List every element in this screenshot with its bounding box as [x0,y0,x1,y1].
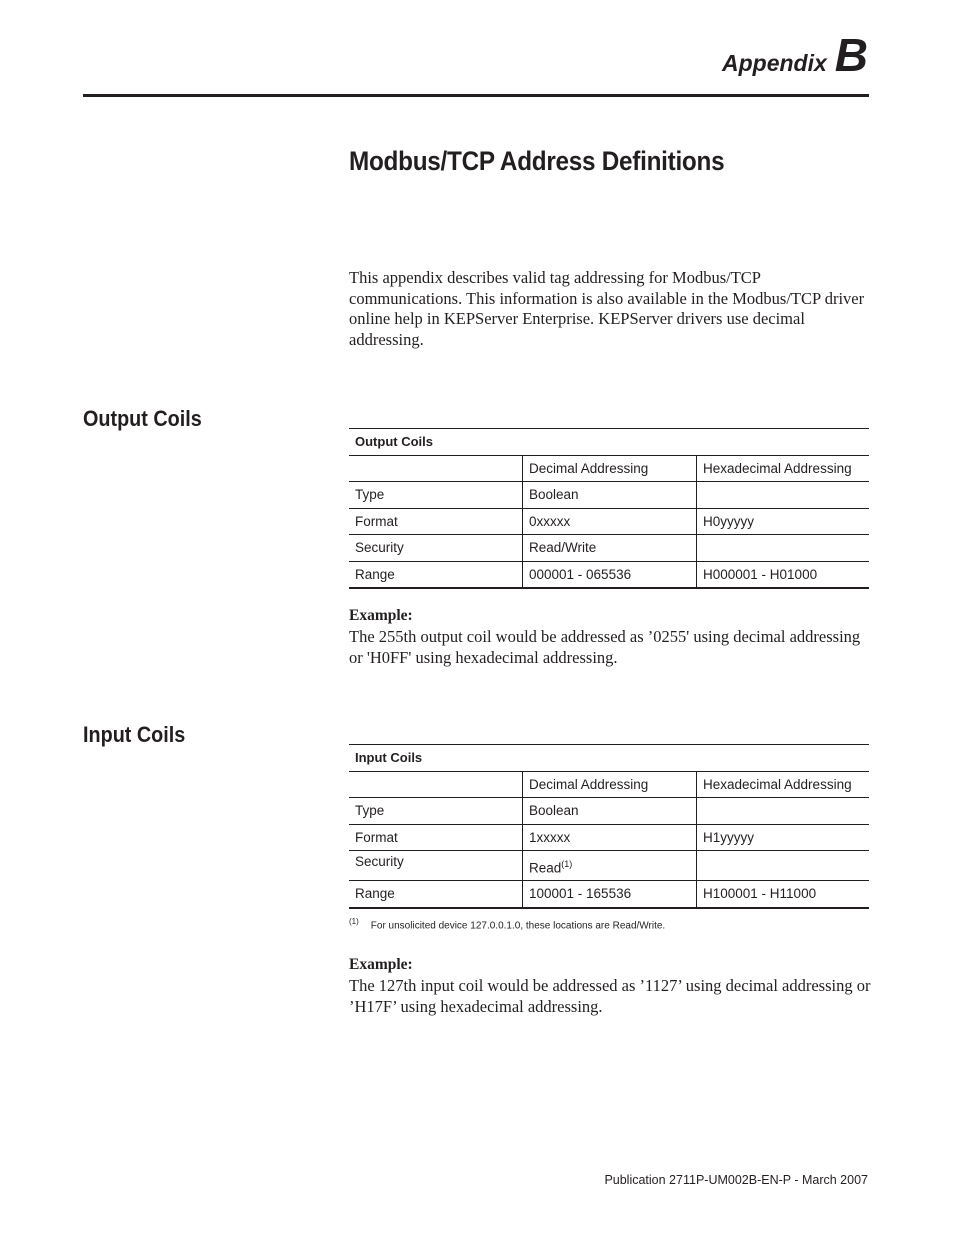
table-cell [697,798,870,825]
table-cell [697,535,870,562]
table-row [349,508,869,535]
table-cell: Type [349,482,523,509]
table-footnote [349,917,665,931]
table-cell [697,851,870,881]
table-cell: 100001 - 165536 [523,881,697,908]
table-header-cell: Decimal Addressing [523,771,697,798]
table-row [349,561,869,588]
table-cell: 1xxxxx [523,824,697,851]
table-row [349,824,869,851]
input-coils-table [349,744,869,909]
security-value: Read [529,860,562,876]
table-row [349,798,869,825]
header-rule [83,94,869,97]
table-header-cell [349,771,523,798]
appendix-letter: B [834,29,868,81]
table-caption: Output Coils [349,429,869,456]
output-coils-heading: Output Coils [83,406,202,431]
output-coils-table [349,428,869,589]
footnote-text: For unsolicited device 127.0.0.1.0, these locations are Read/Write. [370,920,666,932]
chapter-title: Modbus/TCP Address Definitions [349,146,725,176]
table-cell: Boolean [523,482,697,509]
table-cell: H100001 - H11000 [697,881,870,908]
table-cell: Range [349,561,523,588]
table-cell-security [523,851,697,881]
table-row [349,482,869,509]
table-row [349,881,869,908]
table-header-cell: Hexadecimal Addressing [697,455,870,482]
footnote-mark: (1) [349,917,359,926]
table-header-row [349,455,869,482]
output-example-text: The 255th output coil would be addressed as ’0255' using decimal addressing or 'H0FF' using hexadecimal addressing. [349,627,861,667]
input-coils-heading: Input Coils [83,722,186,747]
table-cell: Security [349,851,523,881]
table-cell: 000001 - 065536 [523,561,697,588]
table-cell: Boolean [523,798,697,825]
table-header-cell: Hexadecimal Addressing [697,771,870,798]
input-example-text: The 127th input coil would be addressed as ’1127’ using decimal addressing or ’H17F’ using hexadecimal addressing. [349,976,871,1016]
table-cell: H0yyyyy [697,508,870,535]
table-header-cell: Decimal Addressing [523,455,697,482]
output-example-label: Example: [349,607,413,624]
table-cell: Format [349,508,523,535]
table-cell: H000001 - H01000 [697,561,870,588]
table-cell: Range [349,881,523,908]
table-row [349,535,869,562]
footnote-reference: (1) [561,859,573,870]
intro-paragraph: This appendix describes valid tag addressing for Modbus/TCP communications. This information is also available in the Modbus/TCP driver online help in KEPServer Enterprise. KEPServer drivers use decimal addressing. [349,268,865,349]
table-cell: Read/Write [523,535,697,562]
table-caption-row [349,429,869,456]
table-header-cell [349,455,523,482]
table-cell: H1yyyyy [697,824,870,851]
table-cell: Type [349,798,523,825]
table-cell: Security [349,535,523,562]
appendix-header [721,29,868,81]
table-cell: Format [349,824,523,851]
table-caption-row [349,745,869,772]
table-cell: 0xxxxx [523,508,697,535]
table-header-row [349,771,869,798]
publication-footer: Publication 2711P-UM002B-EN-P - March 2007 [604,1173,868,1187]
table-caption: Input Coils [349,745,869,772]
table-row [349,851,869,881]
appendix-word: Appendix [721,50,827,76]
input-example-label: Example: [349,956,413,973]
table-cell [697,482,870,509]
